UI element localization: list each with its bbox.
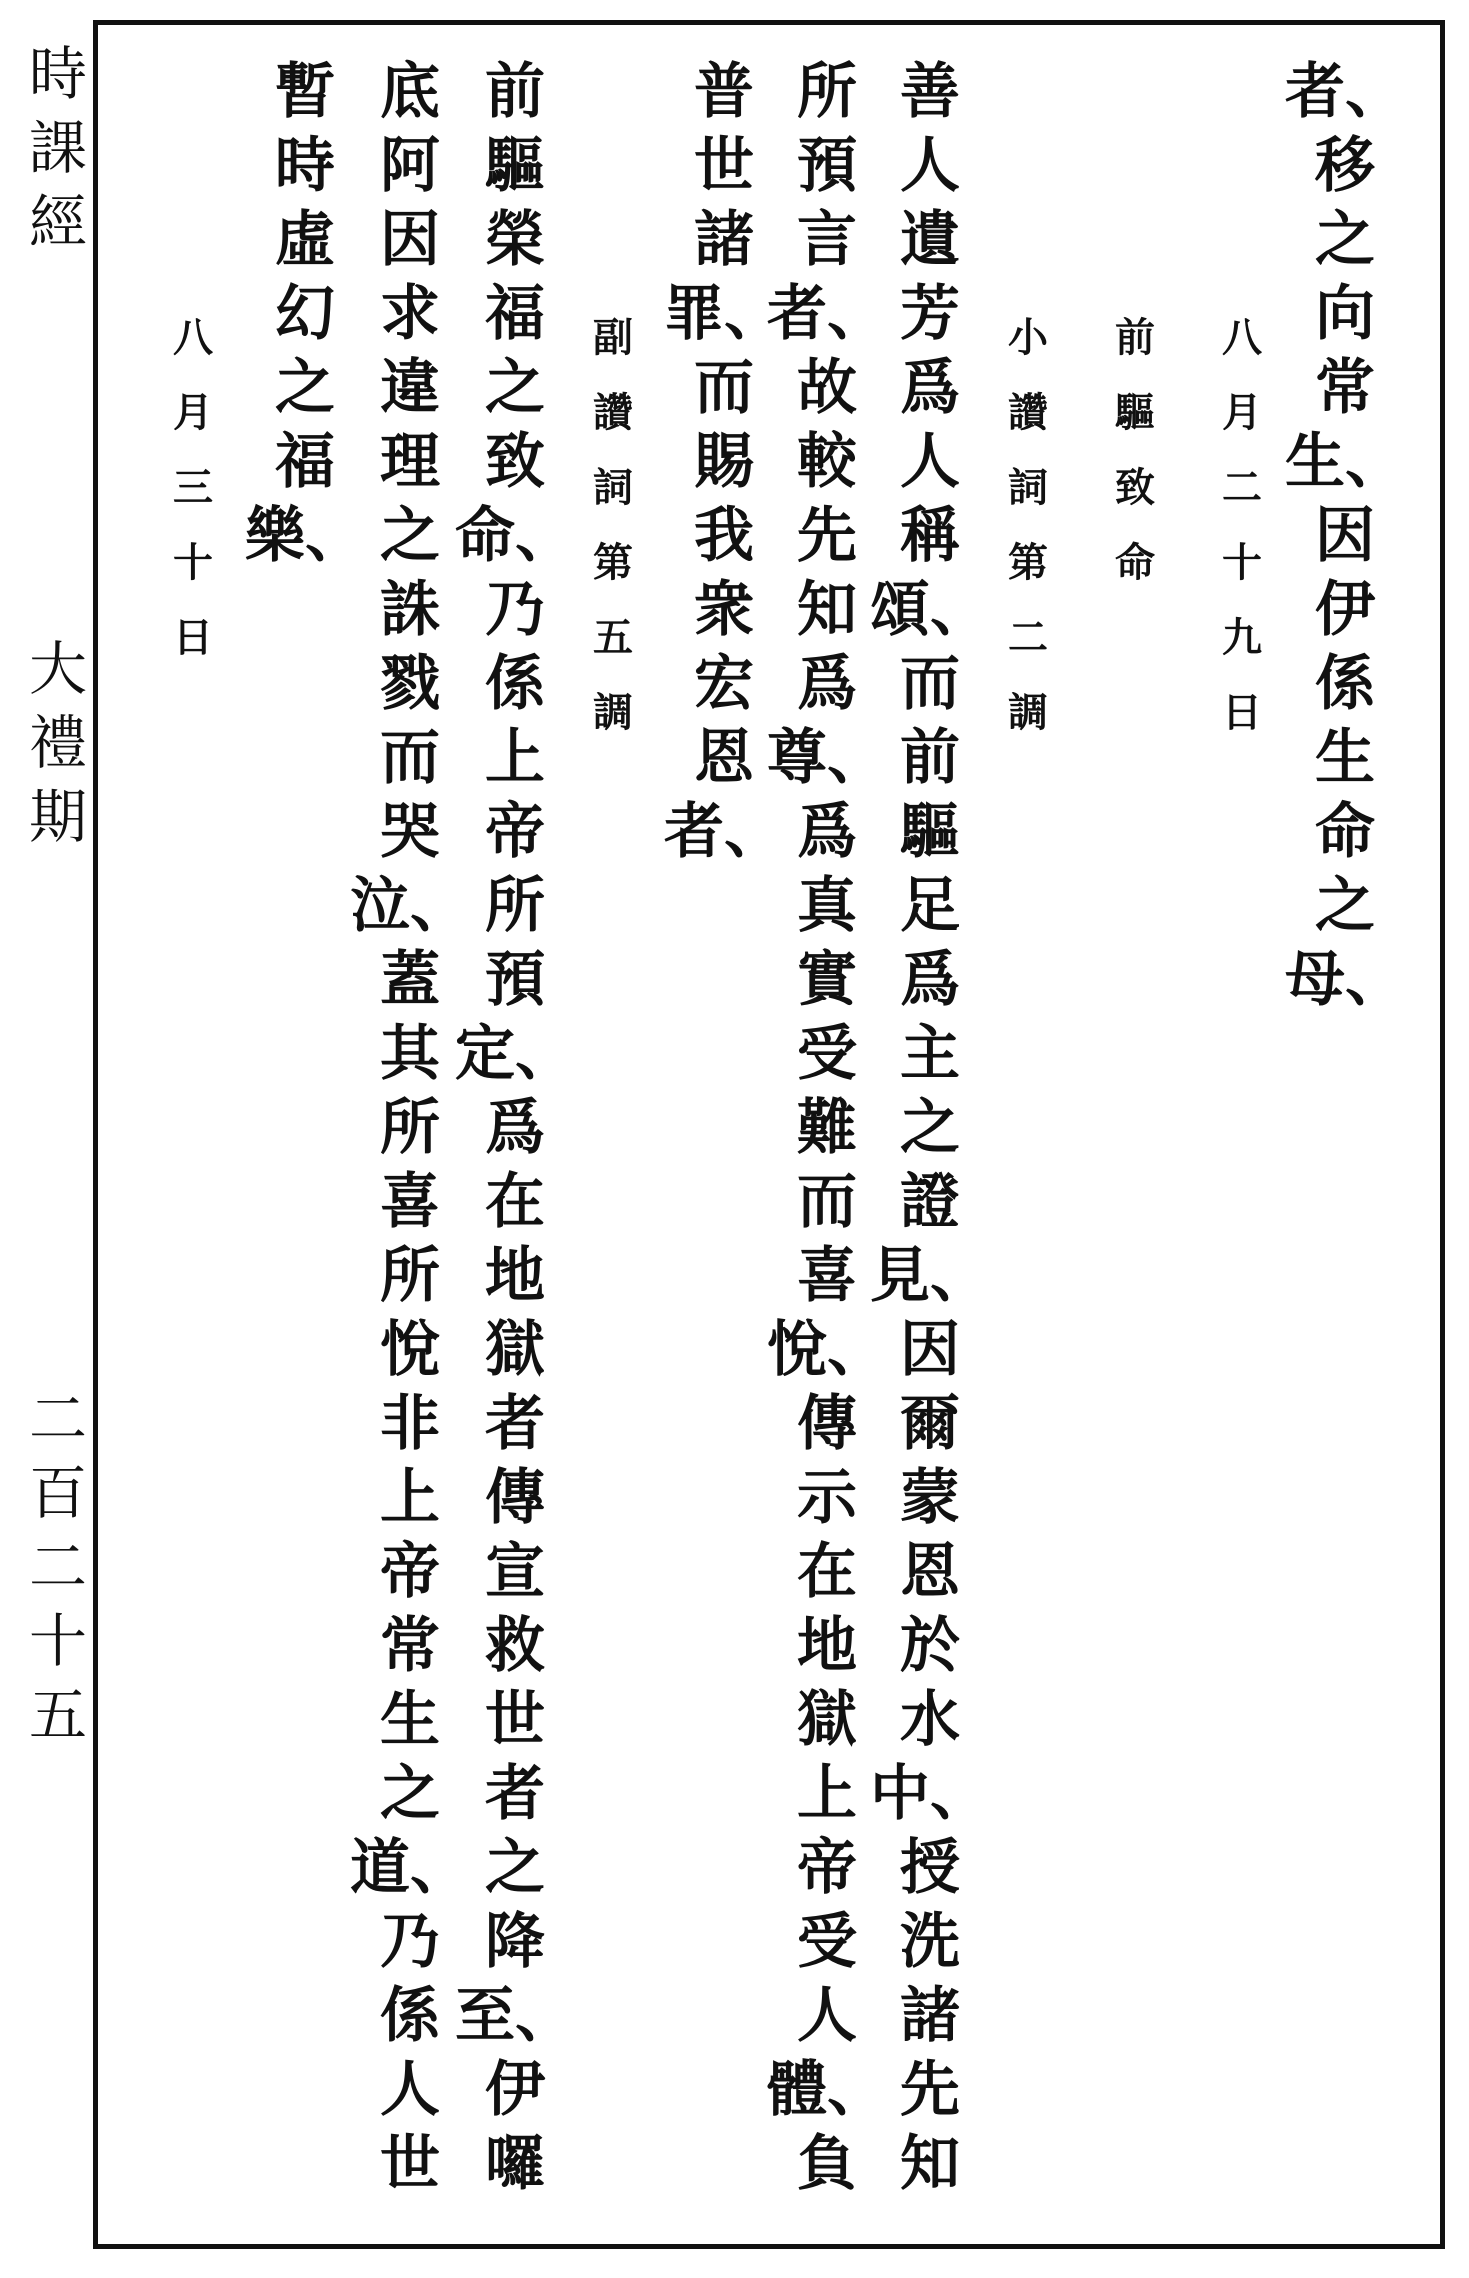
glyph: 期 bbox=[28, 783, 87, 851]
glyph: 因 bbox=[900, 1315, 960, 1385]
glyph: 調 bbox=[593, 689, 633, 736]
glyph: 傳 bbox=[485, 1463, 545, 1533]
glyph: 讚 bbox=[1008, 389, 1048, 436]
glyph: 示 bbox=[797, 1463, 857, 1533]
glyph: 所 bbox=[380, 1241, 440, 1311]
glyph: 其 bbox=[380, 1019, 440, 1089]
glyph: 授 bbox=[900, 1833, 960, 1903]
glyph: 喜 bbox=[797, 1241, 857, 1311]
glyph: 五 bbox=[593, 614, 633, 661]
glyph: 較 bbox=[797, 427, 857, 497]
glyph: 負 bbox=[797, 2129, 857, 2199]
glyph: 地 bbox=[797, 1611, 857, 1681]
glyph: 故 bbox=[797, 353, 857, 423]
glyph: 而 bbox=[694, 353, 754, 423]
glyph: 善 bbox=[900, 57, 960, 127]
glyph: 八 bbox=[1222, 314, 1262, 361]
glyph: 知 bbox=[797, 575, 857, 645]
glyph: 我 bbox=[694, 501, 754, 571]
glyph: 體、 bbox=[767, 2055, 887, 2125]
glyph: 諸 bbox=[900, 1981, 960, 2051]
glyph: 上 bbox=[797, 1759, 857, 1829]
glyph: 前 bbox=[1115, 314, 1155, 361]
glyph: 者、 bbox=[1285, 57, 1405, 127]
glyph: 水 bbox=[900, 1685, 960, 1755]
glyph: 預 bbox=[485, 945, 545, 1015]
glyph: 違 bbox=[380, 353, 440, 423]
glyph: 因 bbox=[380, 205, 440, 275]
glyph: 足 bbox=[900, 871, 960, 941]
glyph: 而 bbox=[797, 1167, 857, 1237]
glyph: 生 bbox=[1315, 723, 1375, 793]
date-heading-aug-30 bbox=[158, 314, 228, 693]
glyph: 爲 bbox=[900, 945, 960, 1015]
glyph: 衆 bbox=[694, 575, 754, 645]
glyph: 三 bbox=[173, 464, 213, 511]
glyph: 月 bbox=[173, 389, 213, 436]
text-column-7 bbox=[664, 57, 784, 876]
glyph: 大 bbox=[28, 635, 87, 703]
glyph: 救 bbox=[485, 1611, 545, 1681]
glyph: 樂、 bbox=[245, 501, 365, 571]
glyph: 實 bbox=[797, 945, 857, 1015]
glyph: 命 bbox=[1115, 539, 1155, 586]
glyph: 生、 bbox=[1285, 427, 1405, 497]
glyph: 囉 bbox=[485, 2129, 545, 2199]
glyph: 命 bbox=[1315, 797, 1375, 867]
glyph: 暫 bbox=[275, 57, 335, 127]
glyph: 之 bbox=[485, 353, 545, 423]
glyph: 悅、 bbox=[767, 1315, 887, 1385]
glyph: 八 bbox=[173, 314, 213, 361]
date-heading-aug-29 bbox=[1207, 314, 1277, 768]
text-column-6 bbox=[767, 57, 887, 2208]
glyph: 阿 bbox=[380, 131, 440, 201]
glyph: 獄 bbox=[485, 1315, 545, 1385]
glyph: 傳 bbox=[797, 1389, 857, 1459]
glyph: 二 bbox=[1222, 464, 1262, 511]
glyph: 人 bbox=[900, 427, 960, 497]
glyph: 知 bbox=[900, 2129, 960, 2199]
glyph: 人 bbox=[797, 1981, 857, 2051]
glyph: 前 bbox=[900, 723, 960, 793]
glyph: 之 bbox=[275, 353, 335, 423]
glyph: 常 bbox=[380, 1611, 440, 1681]
glyph: 福 bbox=[485, 279, 545, 349]
glyph: 而 bbox=[380, 723, 440, 793]
glyph: 十 bbox=[28, 1607, 87, 1675]
glyph: 受 bbox=[797, 1019, 857, 1089]
glyph: 二 bbox=[28, 1533, 87, 1601]
glyph: 者、 bbox=[664, 797, 784, 867]
text-column-1 bbox=[1285, 57, 1405, 1024]
feast-title bbox=[1100, 314, 1170, 618]
glyph: 爲 bbox=[485, 1093, 545, 1163]
glyph: 之 bbox=[380, 1759, 440, 1829]
glyph: 伊 bbox=[485, 2055, 545, 2125]
glyph: 言 bbox=[797, 205, 857, 275]
glyph: 預 bbox=[797, 131, 857, 201]
glyph: 時 bbox=[28, 40, 87, 108]
glyph: 係 bbox=[485, 649, 545, 719]
glyph: 遺 bbox=[900, 205, 960, 275]
page-number bbox=[18, 1385, 98, 1760]
hymn-heading-troparion bbox=[993, 314, 1063, 768]
glyph: 人 bbox=[380, 2055, 440, 2125]
glyph: 副 bbox=[593, 314, 633, 361]
glyph: 常 bbox=[1315, 353, 1375, 423]
glyph: 伊 bbox=[1315, 575, 1375, 645]
glyph: 悅 bbox=[380, 1315, 440, 1385]
glyph: 所 bbox=[797, 57, 857, 127]
glyph: 宏 bbox=[694, 649, 754, 719]
glyph: 爲 bbox=[797, 649, 857, 719]
glyph: 命、 bbox=[455, 501, 575, 571]
glyph: 百 bbox=[28, 1459, 87, 1527]
glyph: 降 bbox=[485, 1907, 545, 1977]
glyph: 帝 bbox=[797, 1833, 857, 1903]
glyph: 榮 bbox=[485, 205, 545, 275]
glyph: 驅 bbox=[1115, 389, 1155, 436]
glyph: 之 bbox=[485, 1833, 545, 1903]
glyph: 十 bbox=[1222, 539, 1262, 586]
glyph: 世 bbox=[380, 2129, 440, 2199]
glyph: 上 bbox=[485, 723, 545, 793]
glyph: 母、 bbox=[1285, 945, 1405, 1015]
glyph: 之 bbox=[1315, 871, 1375, 941]
glyph: 課 bbox=[28, 114, 87, 182]
glyph: 五 bbox=[28, 1681, 87, 1749]
glyph: 移 bbox=[1315, 131, 1375, 201]
glyph: 福 bbox=[275, 427, 335, 497]
glyph: 致 bbox=[1115, 464, 1155, 511]
glyph: 向 bbox=[1315, 279, 1375, 349]
hymn-heading-kontakion bbox=[578, 314, 648, 768]
glyph: 致 bbox=[485, 427, 545, 497]
glyph: 經 bbox=[28, 188, 87, 256]
glyph: 道、 bbox=[350, 1833, 470, 1903]
glyph: 至、 bbox=[455, 1981, 575, 2051]
book-title bbox=[18, 40, 98, 267]
glyph: 先 bbox=[900, 2055, 960, 2125]
glyph: 者 bbox=[485, 1389, 545, 1459]
glyph: 者、 bbox=[767, 279, 887, 349]
glyph: 見、 bbox=[870, 1241, 990, 1311]
glyph: 虛 bbox=[275, 205, 335, 275]
glyph: 之 bbox=[1315, 205, 1375, 275]
glyph: 帝 bbox=[485, 797, 545, 867]
glyph: 幻 bbox=[275, 279, 335, 349]
glyph: 日 bbox=[173, 614, 213, 661]
glyph: 理 bbox=[380, 427, 440, 497]
glyph: 受 bbox=[797, 1907, 857, 1977]
glyph: 戮 bbox=[380, 649, 440, 719]
text-column-9 bbox=[455, 57, 575, 2208]
glyph: 喜 bbox=[380, 1167, 440, 1237]
glyph: 爾 bbox=[900, 1389, 960, 1459]
glyph: 於 bbox=[900, 1611, 960, 1681]
glyph: 求 bbox=[380, 279, 440, 349]
glyph: 難 bbox=[797, 1093, 857, 1163]
glyph: 日 bbox=[1222, 689, 1262, 736]
glyph: 係 bbox=[1315, 649, 1375, 719]
glyph: 中、 bbox=[870, 1759, 990, 1829]
glyph: 調 bbox=[1008, 689, 1048, 736]
glyph: 恩 bbox=[694, 723, 754, 793]
glyph: 係 bbox=[380, 1981, 440, 2051]
glyph: 地 bbox=[485, 1241, 545, 1311]
glyph: 證 bbox=[900, 1167, 960, 1237]
glyph: 宣 bbox=[485, 1537, 545, 1607]
glyph: 讚 bbox=[593, 389, 633, 436]
glyph: 九 bbox=[1222, 614, 1262, 661]
glyph: 頌、 bbox=[870, 575, 990, 645]
glyph: 諸 bbox=[694, 205, 754, 275]
glyph: 禮 bbox=[28, 709, 87, 777]
glyph: 所 bbox=[380, 1093, 440, 1163]
glyph: 稱 bbox=[900, 501, 960, 571]
glyph: 在 bbox=[797, 1537, 857, 1607]
section-title bbox=[18, 635, 98, 862]
glyph: 獄 bbox=[797, 1685, 857, 1755]
glyph: 人 bbox=[900, 131, 960, 201]
glyph: 泣、 bbox=[350, 871, 470, 941]
glyph: 蓋 bbox=[380, 945, 440, 1015]
glyph: 十 bbox=[173, 539, 213, 586]
glyph: 恩 bbox=[900, 1537, 960, 1607]
glyph: 爲 bbox=[797, 797, 857, 867]
glyph: 驅 bbox=[485, 131, 545, 201]
glyph: 時 bbox=[275, 131, 335, 201]
glyph: 詞 bbox=[1008, 464, 1048, 511]
glyph: 普 bbox=[694, 57, 754, 127]
glyph: 哭 bbox=[380, 797, 440, 867]
glyph: 之 bbox=[900, 1093, 960, 1163]
text-column-11 bbox=[245, 57, 365, 580]
glyph: 罪、 bbox=[664, 279, 784, 349]
glyph: 驅 bbox=[900, 797, 960, 867]
glyph: 非 bbox=[380, 1389, 440, 1459]
glyph: 先 bbox=[797, 501, 857, 571]
glyph: 生 bbox=[380, 1685, 440, 1755]
glyph: 真 bbox=[797, 871, 857, 941]
glyph: 蒙 bbox=[900, 1463, 960, 1533]
glyph: 乃 bbox=[380, 1907, 440, 1977]
glyph: 主 bbox=[900, 1019, 960, 1089]
glyph: 世 bbox=[694, 131, 754, 201]
glyph: 底 bbox=[380, 57, 440, 127]
glyph: 之 bbox=[380, 501, 440, 571]
glyph: 詞 bbox=[593, 464, 633, 511]
glyph: 前 bbox=[485, 57, 545, 127]
glyph: 在 bbox=[485, 1167, 545, 1237]
glyph: 帝 bbox=[380, 1537, 440, 1607]
glyph: 二 bbox=[28, 1385, 87, 1453]
text-column-5 bbox=[870, 57, 990, 2208]
glyph: 乃 bbox=[485, 575, 545, 645]
glyph: 小 bbox=[1008, 314, 1048, 361]
glyph: 賜 bbox=[694, 427, 754, 497]
glyph: 二 bbox=[1008, 614, 1048, 661]
glyph: 因 bbox=[1315, 501, 1375, 571]
glyph: 所 bbox=[485, 871, 545, 941]
glyph: 誅 bbox=[380, 575, 440, 645]
glyph: 而 bbox=[900, 649, 960, 719]
text-column-10 bbox=[350, 57, 470, 2208]
glyph: 爲 bbox=[900, 353, 960, 423]
glyph: 上 bbox=[380, 1463, 440, 1533]
glyph: 月 bbox=[1222, 389, 1262, 436]
glyph: 第 bbox=[1008, 539, 1048, 586]
glyph: 者 bbox=[485, 1759, 545, 1829]
glyph: 芳 bbox=[900, 279, 960, 349]
glyph: 尊、 bbox=[767, 723, 887, 793]
glyph: 第 bbox=[593, 539, 633, 586]
glyph: 洗 bbox=[900, 1907, 960, 1977]
glyph: 定、 bbox=[455, 1019, 575, 1089]
glyph: 世 bbox=[485, 1685, 545, 1755]
